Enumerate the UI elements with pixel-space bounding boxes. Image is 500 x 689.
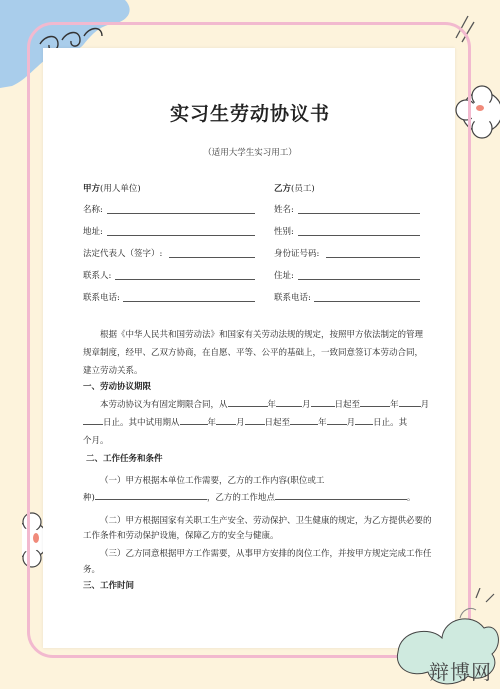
party-a-heading bbox=[83, 182, 141, 194]
party-b-id-field[interactable] bbox=[274, 247, 420, 259]
work-location-blank[interactable] bbox=[275, 491, 407, 500]
section-2-p2-line-1: （二）甲方根据国家有关职工生产安全、劳动保护、卫生健康的规定，为乙方提供必要的 bbox=[100, 516, 432, 526]
sentence-end: 。 bbox=[406, 493, 416, 503]
party-a-name-field[interactable] bbox=[83, 203, 255, 215]
month-label-4: 月 bbox=[346, 418, 356, 428]
trial-end-day-blank[interactable] bbox=[355, 416, 373, 425]
section-2-p3-line-2: 务。 bbox=[83, 565, 101, 575]
party-b-heading-rest: (员工) bbox=[291, 184, 315, 194]
section-2-p1-line-1: （一）甲方根据本单位工作需要，乙方的工作内容(职位或工 bbox=[100, 476, 325, 486]
party-a-phone-line[interactable] bbox=[123, 301, 255, 302]
party-b-name-field[interactable] bbox=[274, 203, 420, 215]
start-month-blank[interactable] bbox=[276, 398, 302, 407]
party-a-heading-rest: (用人单位) bbox=[100, 184, 141, 194]
work-location-label: ，乙方的工作地点 bbox=[206, 493, 275, 503]
section-1-text-c: 日止。其 bbox=[373, 418, 408, 428]
site-watermark: 辩博网 bbox=[429, 660, 492, 684]
day-from-label-2: 日起至 bbox=[264, 418, 291, 428]
party-a-representative-line[interactable] bbox=[169, 257, 255, 258]
year-label: 年 bbox=[267, 400, 277, 410]
party-b-name-label: 姓名: bbox=[274, 205, 294, 215]
section-2-p2-line-2: 工作条件和劳动保护设施，保障乙方的安全与健康。 bbox=[83, 531, 279, 541]
section-1-line-3: 个月。 bbox=[83, 436, 109, 446]
party-a-address-line[interactable] bbox=[107, 235, 255, 236]
start-day-blank[interactable] bbox=[311, 398, 335, 407]
party-b-gender-label: 性别: bbox=[274, 227, 294, 237]
party-b-id-label: 身份证号码: bbox=[274, 249, 320, 259]
party-b-id-line[interactable] bbox=[326, 257, 420, 258]
party-a-phone-field[interactable] bbox=[83, 291, 255, 303]
party-b-name-line[interactable] bbox=[298, 213, 420, 214]
party-b-gender-line[interactable] bbox=[298, 235, 420, 236]
section-1-text-a: 本劳动协议为有固定期限合同，从 bbox=[100, 400, 228, 410]
job-type-label: 种) bbox=[83, 493, 95, 503]
trial-end-year-blank[interactable] bbox=[290, 416, 318, 425]
party-a-representative-field[interactable] bbox=[83, 247, 255, 259]
party-a-address-label: 地址: bbox=[83, 227, 103, 237]
trial-end-month-blank[interactable] bbox=[327, 416, 347, 425]
section-2-title: 二、工作任务和条件 bbox=[86, 454, 163, 464]
party-b-address-line[interactable] bbox=[298, 279, 420, 280]
party-a-phone-label: 联系电话: bbox=[83, 293, 120, 303]
year-label-3: 年 bbox=[207, 418, 217, 428]
party-a-name-label: 名称: bbox=[83, 205, 103, 215]
document-subtitle: （适用大学生实习用工） bbox=[203, 148, 297, 158]
party-b-address-label: 住址: bbox=[274, 271, 294, 281]
year-label-2: 年 bbox=[390, 400, 399, 410]
party-b-address-field[interactable] bbox=[274, 269, 420, 281]
section-1-line-2 bbox=[83, 414, 407, 432]
party-b-phone-label: 联系电话: bbox=[274, 293, 311, 303]
trial-start-month-blank[interactable] bbox=[216, 416, 236, 425]
party-b-heading-bold: 乙方 bbox=[274, 184, 292, 194]
year-label-4: 年 bbox=[318, 418, 327, 428]
section-1-text-b: 日止。其中试用期从 bbox=[103, 418, 180, 428]
section-1-line-1 bbox=[100, 396, 429, 414]
intro-line-3: 建立劳动关系。 bbox=[83, 366, 143, 376]
section-2-p1-line-2 bbox=[83, 489, 415, 507]
job-content-blank[interactable] bbox=[95, 491, 207, 500]
start-year-blank[interactable] bbox=[228, 398, 268, 407]
party-a-representative-label: 法定代表人（签字）: bbox=[83, 249, 163, 259]
trial-start-day-blank[interactable] bbox=[245, 416, 265, 425]
intro-line-2: 规章制度，经甲、乙双方协商，在自愿、平等、公平的基础上，一致同意签订本劳动合同， bbox=[83, 348, 424, 358]
party-a-name-line[interactable] bbox=[107, 213, 255, 214]
section-2-p3-line-1: （三）乙方同意根据甲方工作需要，从事甲方安排的岗位工作，并按甲方规定完成工作任 bbox=[100, 549, 432, 559]
party-b-gender-field[interactable] bbox=[274, 225, 420, 237]
party-a-contact-field[interactable] bbox=[83, 269, 255, 281]
end-year-blank[interactable] bbox=[360, 398, 390, 407]
end-day-blank[interactable] bbox=[83, 416, 103, 425]
party-a-heading-bold: 甲方 bbox=[83, 184, 101, 194]
trial-start-year-blank[interactable] bbox=[180, 416, 208, 425]
section-3-title: 三、工作时间 bbox=[83, 581, 135, 591]
section-1-title: 一、劳动协议期限 bbox=[83, 382, 152, 392]
month-label-3: 月 bbox=[236, 418, 245, 428]
party-b-heading bbox=[274, 182, 315, 194]
party-b-phone-field[interactable] bbox=[274, 291, 420, 303]
document-title: 实习生劳动协议书 bbox=[169, 103, 330, 125]
intro-line-1: 根据《中华人民共和国劳动法》和国家有关劳动法规的规定，按照甲方依法制定的管理 bbox=[100, 330, 424, 340]
end-month-blank[interactable] bbox=[399, 398, 421, 407]
party-a-contact-line[interactable] bbox=[115, 279, 255, 280]
day-from-label: 日起至 bbox=[334, 400, 361, 410]
party-a-address-field[interactable] bbox=[83, 225, 255, 237]
month-label-2: 月 bbox=[420, 400, 430, 410]
month-label: 月 bbox=[302, 400, 311, 410]
party-b-phone-line[interactable] bbox=[314, 301, 420, 302]
party-a-contact-label: 联系人: bbox=[83, 271, 112, 281]
